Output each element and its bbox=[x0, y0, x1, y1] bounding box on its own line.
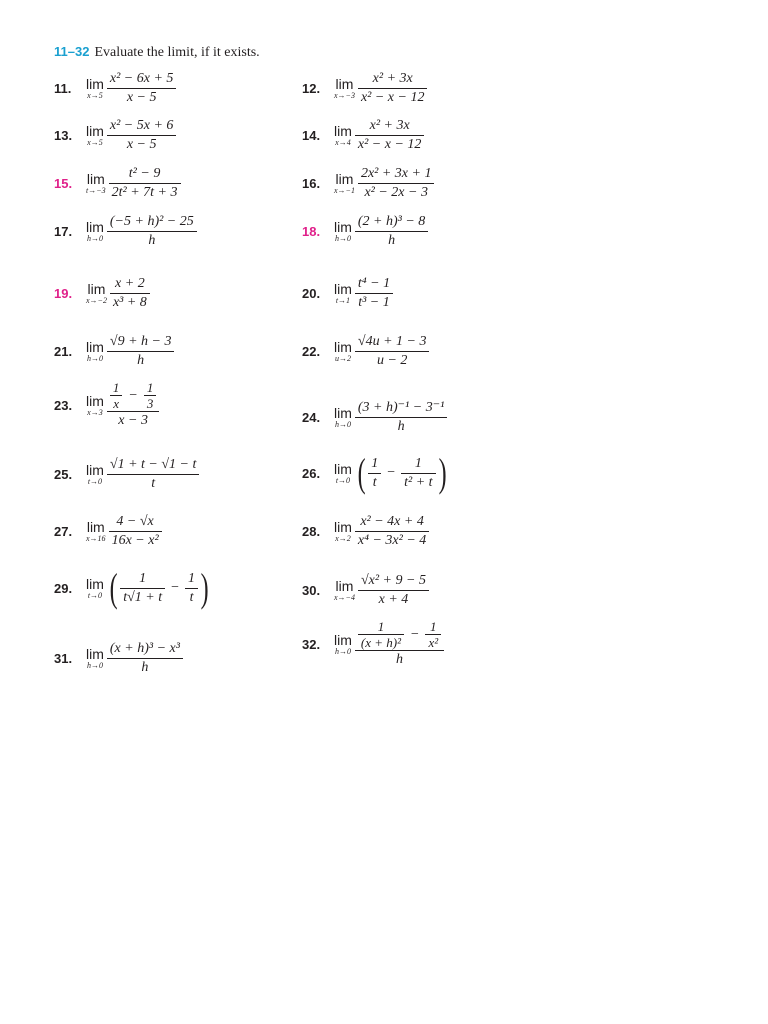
limit-operator: lim x→5 bbox=[86, 76, 104, 100]
inner-fraction: $\frac{1}{3}$ bbox=[144, 380, 157, 411]
problem-17 bbox=[54, 213, 197, 250]
limit-operator: lim t→0 bbox=[334, 460, 352, 485]
problem-16 bbox=[302, 165, 434, 202]
problem-27 bbox=[54, 513, 162, 550]
fraction: $\frac{\text{x² − 6x + 5}}{x - 5}$ bbox=[107, 70, 177, 107]
inner-fraction: $\frac{1}{\text{x²}}$ bbox=[425, 619, 441, 650]
problem-number: 23. bbox=[54, 397, 73, 413]
fraction: $\frac{√4u + 1 - 3}{u - 2}$ bbox=[355, 333, 430, 370]
left-paren: ( bbox=[357, 450, 366, 495]
problem-number: 28. bbox=[302, 524, 321, 539]
fraction: $\frac{4 - √x}{\text{16x − x²}}$ bbox=[109, 513, 162, 550]
problem-25 bbox=[54, 456, 199, 493]
minus-sign: − bbox=[410, 626, 420, 642]
problem-number: 18. bbox=[302, 224, 321, 239]
fraction: $\frac{\text{t⁴ − 1}}{\text{t³ − 1}}$ bbox=[355, 275, 393, 312]
problem-12 bbox=[302, 70, 427, 107]
problem-number: 29. bbox=[54, 580, 73, 596]
problem-number: 12. bbox=[302, 81, 321, 96]
fraction: $\frac{\text{x² − 4x + 4}}{\text{x⁴ − 3x² − 4}}$ bbox=[355, 513, 429, 550]
numerator bbox=[355, 619, 444, 650]
fraction: $\frac{x + 2}{\text{x³ + 8}}$ bbox=[110, 275, 150, 312]
problem-18 bbox=[302, 213, 428, 250]
fraction: $\frac{\text{(x + h)³ − x³}}{h}$ bbox=[107, 640, 183, 677]
problem-26 bbox=[302, 450, 449, 495]
numerator bbox=[107, 380, 159, 411]
problem-19 bbox=[54, 275, 150, 312]
fraction: $\frac{1}{\text{t² + t}}$ bbox=[401, 455, 435, 492]
limit-operator: lim x→2 bbox=[334, 519, 352, 543]
limit-operator: lim t→0 bbox=[86, 575, 104, 600]
limit-operator: lim t→−3 bbox=[86, 171, 106, 195]
fraction: $\frac{\text{x² + 3x}}{\text{x² − x − 12}}$ bbox=[355, 117, 425, 154]
inner-fraction: $\frac{1}{\text{(x + h)²}}$ bbox=[358, 619, 404, 650]
problem-number: 16. bbox=[302, 176, 321, 191]
problem-number: 27. bbox=[54, 524, 73, 539]
limit-operator: lim x→−1 bbox=[334, 171, 355, 195]
fraction: $\frac{√1 + t - √1 - t}{t}$ bbox=[107, 456, 200, 493]
problem-28 bbox=[302, 513, 429, 550]
fraction: $\frac{\text{t² − 9}}{\text{2t² + 7t + 3}}$ bbox=[109, 165, 181, 202]
complex-fraction: $\frac{1}{\text{(x + h)²}}$ − $\frac{1}{\text{x²}}$ h bbox=[355, 619, 444, 669]
problem-number: 21. bbox=[54, 344, 73, 359]
limit-operator: lim t→0 bbox=[86, 462, 104, 486]
problem-number: 20. bbox=[302, 286, 321, 301]
limit-operator: lim t→1 bbox=[334, 281, 352, 305]
problem-number: 30. bbox=[302, 583, 321, 598]
problem-number: 25. bbox=[54, 467, 73, 482]
problem-24 bbox=[302, 399, 447, 436]
complex-fraction: $\frac{1}{x}$ − $\frac{1}{3}$ x − 3 bbox=[107, 380, 159, 430]
exercise-instruction: Evaluate the limit, if it exists. bbox=[94, 45, 260, 60]
problem-number: 11. bbox=[54, 81, 72, 96]
fraction: $\frac{1}{t√1 + t}$ bbox=[120, 570, 165, 607]
minus-sign: − bbox=[171, 580, 180, 595]
fraction: $\frac{\text{√x² + 9 − 5}}{x + 4}$ bbox=[358, 572, 429, 609]
limit-operator: lim x→16 bbox=[86, 519, 106, 543]
problem-number: 19. bbox=[54, 286, 73, 301]
problem-21 bbox=[54, 333, 174, 370]
limit-operator: lim h→0 bbox=[334, 219, 352, 243]
problem-30 bbox=[302, 572, 429, 609]
problem-number: 13. bbox=[54, 128, 73, 143]
fraction: $\frac{1}{t}$ bbox=[185, 570, 198, 607]
problem-29 bbox=[54, 565, 211, 610]
fraction: $\frac{\text{2x² + 3x + 1}}{\text{x² − 2x − 3}}$ bbox=[358, 165, 435, 202]
limit-operator: lim x→−4 bbox=[334, 578, 355, 602]
limit-operator: lim h→0 bbox=[334, 631, 352, 656]
problem-14 bbox=[302, 117, 424, 154]
problem-number: 32. bbox=[302, 636, 321, 652]
limit-operator: lim x→−2 bbox=[86, 281, 107, 305]
limit-operator: lim h→0 bbox=[334, 405, 352, 429]
exercise-header bbox=[54, 44, 260, 61]
right-paren: ) bbox=[200, 565, 209, 610]
fraction: $\frac{\text{(−5 + h)² − 25}}{h}$ bbox=[107, 213, 197, 250]
limit-operator: lim h→0 bbox=[86, 219, 104, 243]
problem-23 bbox=[54, 380, 159, 430]
problem-number: 24. bbox=[302, 410, 321, 425]
problem-11 bbox=[54, 70, 176, 107]
inner-fraction: $\frac{1}{x}$ bbox=[110, 380, 123, 411]
problem-number: 22. bbox=[302, 344, 321, 359]
problem-31 bbox=[54, 640, 183, 677]
problem-32 bbox=[302, 619, 444, 669]
limit-operator: lim x→4 bbox=[334, 123, 352, 147]
fraction: $\frac{\text{(3 + h)⁻¹ − 3⁻¹}}{h}$ bbox=[355, 399, 447, 436]
left-paren: ( bbox=[109, 565, 118, 610]
exercise-range: 11–32 bbox=[54, 44, 90, 59]
limit-operator: lim h→0 bbox=[86, 646, 104, 670]
problem-20 bbox=[302, 275, 393, 312]
problem-number: 15. bbox=[54, 176, 73, 191]
problem-number: 14. bbox=[302, 128, 321, 143]
fraction: $\frac{1}{t}$ bbox=[368, 455, 381, 492]
problem-number: 17. bbox=[54, 224, 73, 239]
right-paren: ) bbox=[438, 450, 447, 495]
problem-number: 31. bbox=[54, 651, 73, 666]
limit-operator: lim x→3 bbox=[86, 392, 104, 417]
limit-operator: lim x→−3 bbox=[334, 76, 355, 100]
problem-15 bbox=[54, 165, 181, 202]
minus-sign: − bbox=[387, 465, 396, 480]
fraction: $\frac{\text{(2 + h)³ − 8}}{h}$ bbox=[355, 213, 428, 250]
minus-sign: − bbox=[128, 387, 138, 403]
fraction: $\frac{\text{x² − 5x + 6}}{x - 5}$ bbox=[107, 117, 177, 154]
problem-13 bbox=[54, 117, 176, 154]
problem-number: 26. bbox=[302, 465, 321, 481]
limit-operator: lim h→0 bbox=[86, 339, 104, 363]
fraction: $\frac{\text{x² + 3x}}{\text{x² − x − 12}}$ bbox=[358, 70, 428, 107]
limit-operator: lim x→5 bbox=[86, 123, 104, 147]
fraction: $\frac{√9 + h - 3}{h}$ bbox=[107, 333, 175, 370]
problem-22 bbox=[302, 333, 429, 370]
limit-operator: lim u→2 bbox=[334, 339, 352, 363]
